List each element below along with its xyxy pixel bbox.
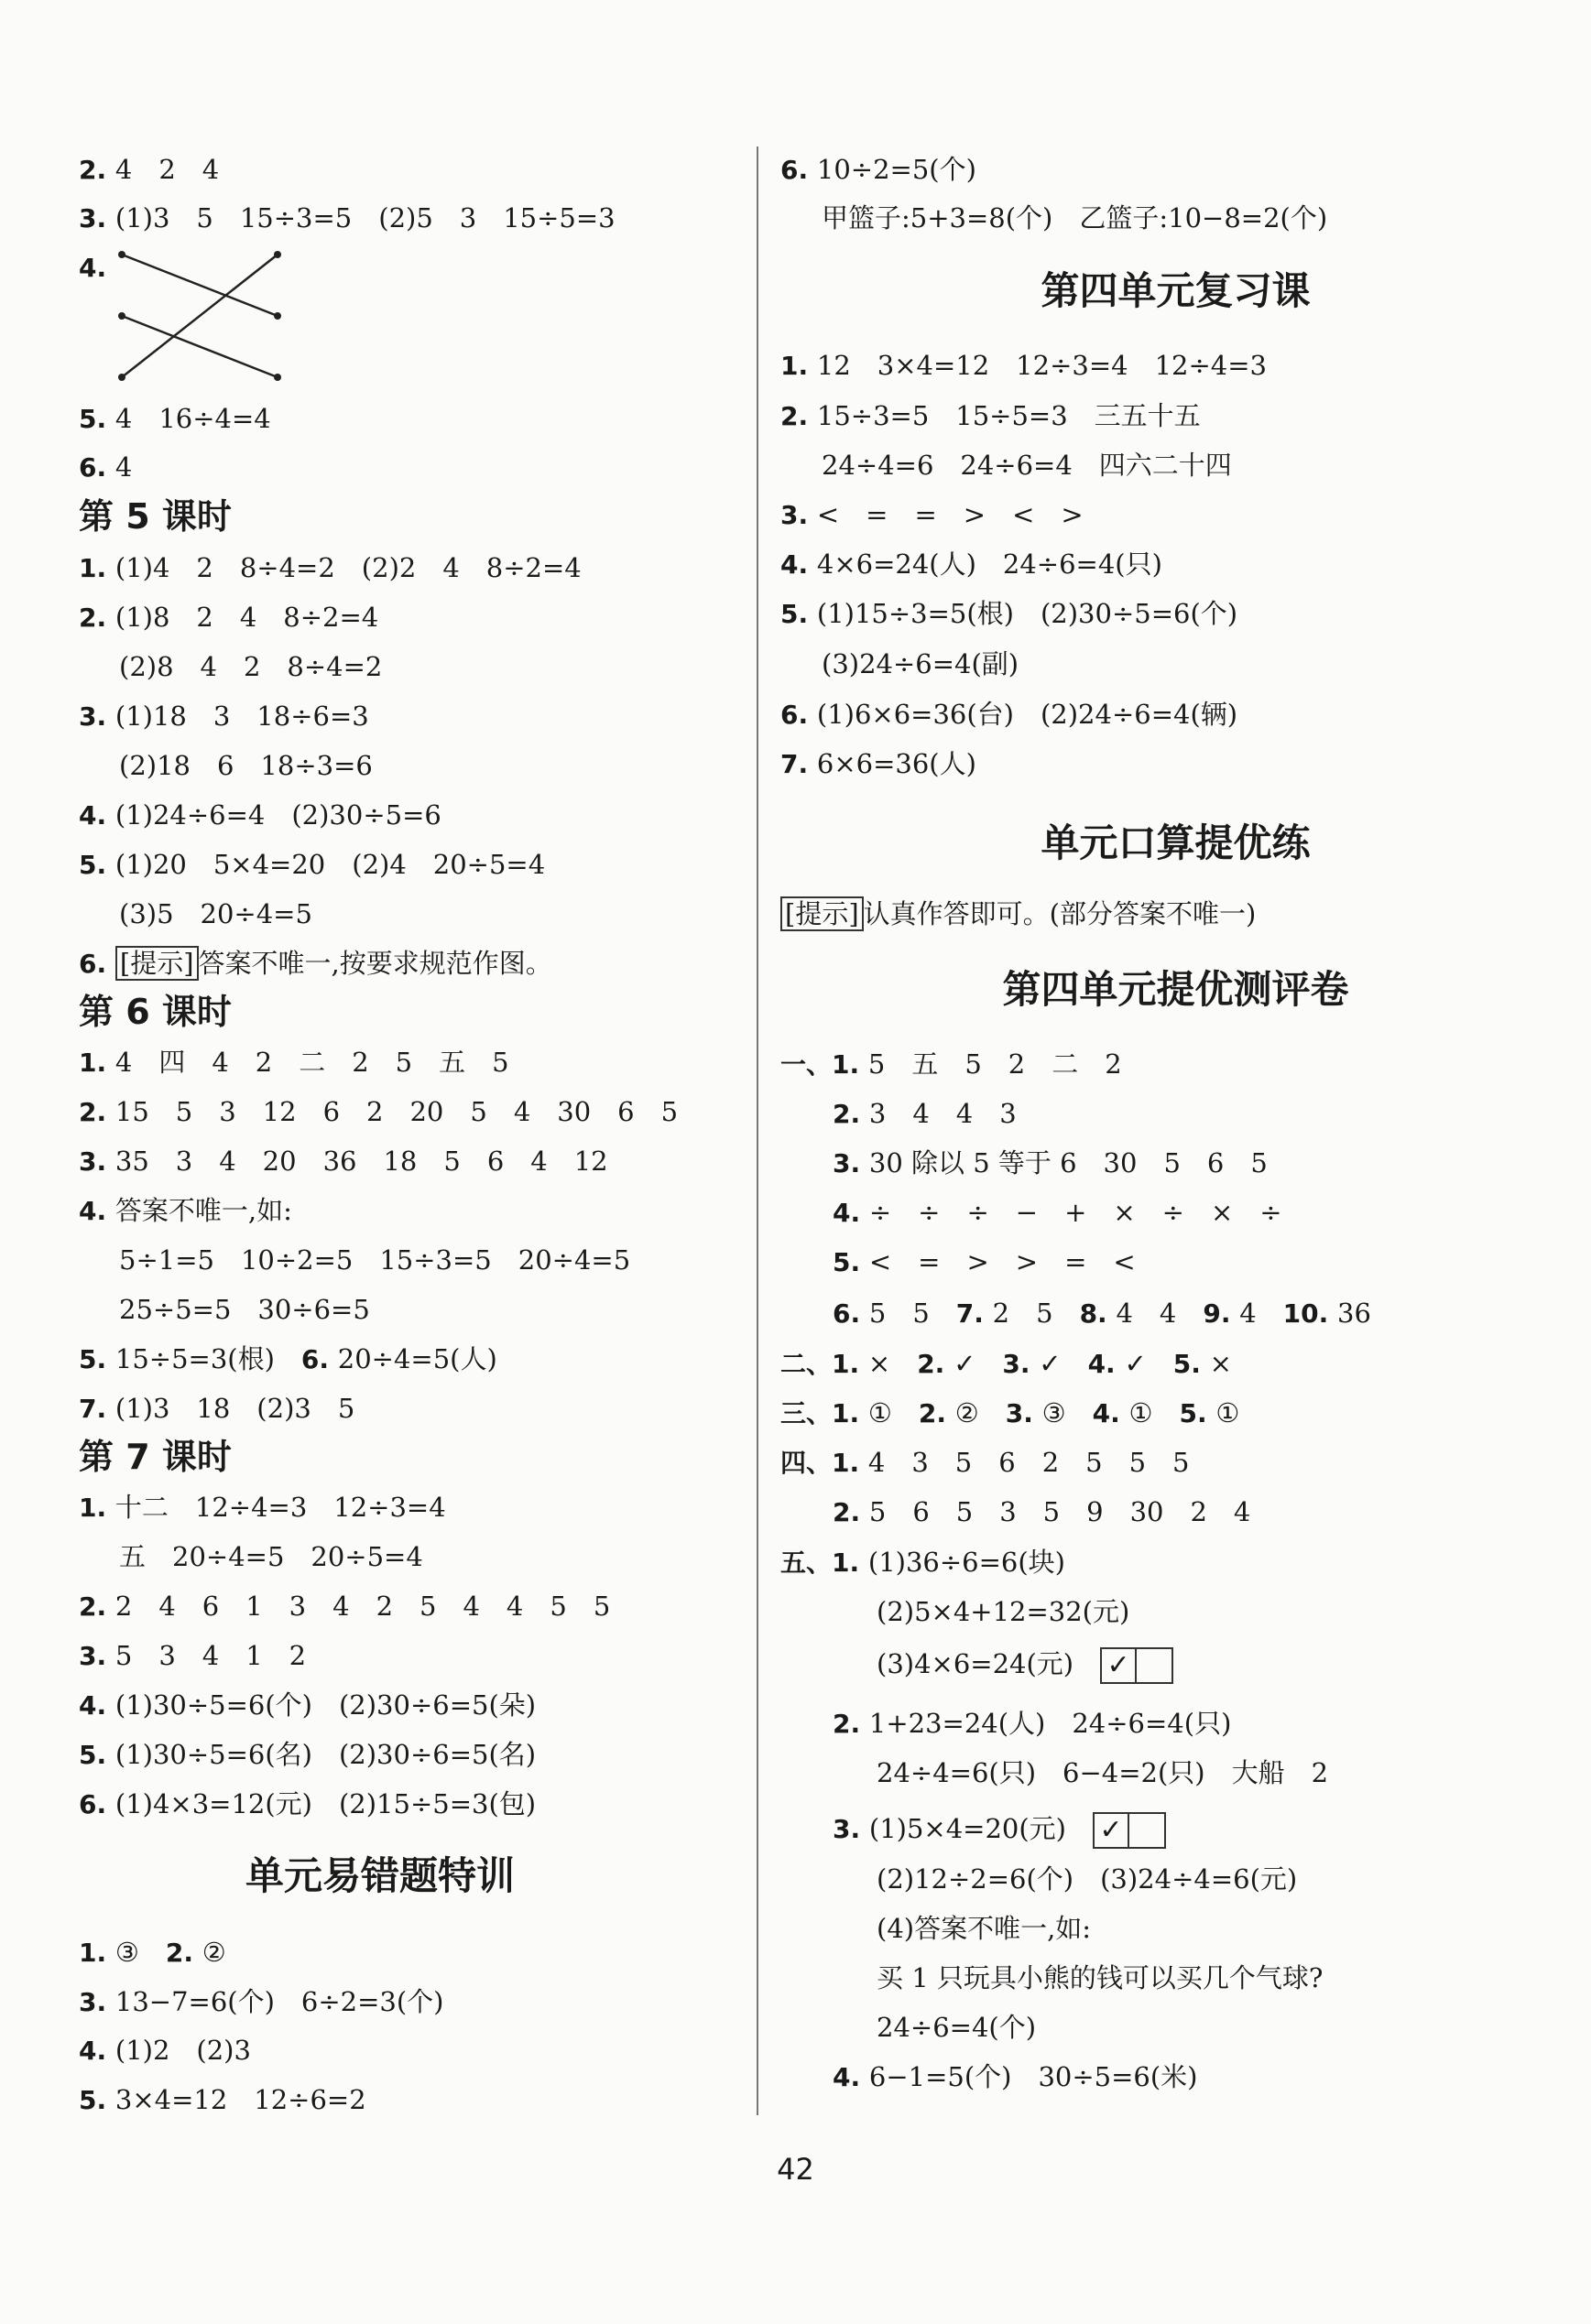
section-prefix: 二、 [780,1349,833,1379]
item-number: 3. [1002,1349,1040,1379]
answer-row [119,648,382,685]
answer-row [780,496,1084,534]
answer-row [780,347,1267,385]
answer-row [79,1489,446,1526]
item-number: 1. [832,1398,868,1428]
item-number: 3. [79,1987,115,2017]
item-number: 2. [917,1349,954,1379]
section-prefix: 五、 [780,1548,833,1578]
item-number: 6. [833,1298,869,1329]
item-number: 2. [780,401,817,431]
review-title: 第四单元复习课 [1041,268,1311,313]
answer-text: 4 [114,451,133,483]
answer-text: 35 3 4 20 36 18 5 6 4 12 [114,1146,608,1177]
check-box [1137,1647,1173,1684]
answer-text: (4)答案不唯一,如: [877,1913,1092,1944]
item-number: 4. [1092,1398,1129,1428]
answer-text: 5 5 [868,1298,956,1329]
answer-text: 答案不唯一,如: [114,1195,292,1226]
item-number: 7. [780,749,817,779]
answer-text: 24÷4=6(只) 6−4=2(只) 大船 2 [877,1757,1329,1788]
answer-text: (3)4×6=24(元) [877,1648,1074,1679]
item-number: 3. [79,701,115,732]
item-number: 5. [79,1740,115,1770]
answer-text: ① [867,1397,919,1428]
item-number: 5. [1179,1398,1216,1428]
item-number: 6. [79,1789,115,1819]
item-number: 7. [955,1298,993,1329]
item-number: 4. [833,1198,869,1228]
answer-text: 4×6=24(人) 24÷6=4(只) [816,548,1162,580]
item-number: 4. [833,2062,869,2092]
answer-row [822,447,1232,483]
answer-text: 5 6 5 3 5 9 30 2 4 [868,1496,1251,1527]
answer-text: × [1209,1348,1232,1379]
item-number: 1. [79,1938,115,1968]
answer-text: 5 3 4 1 2 [114,1640,307,1671]
answer-text: 6−1=5(个) 30÷5=6(米) [868,2061,1198,2092]
page-number: 42 [777,2152,814,2187]
item-number: 2. [165,1938,202,1968]
answer-row [833,1493,1250,1531]
answer-text: 4 3 5 6 2 5 5 5 [867,1447,1190,1478]
item-number: 4. [79,253,115,283]
answer-row [833,2058,1197,2096]
answer-row [780,1544,1065,1581]
item-number: 10. [1282,1298,1338,1329]
section-prefix: 四、 [780,1448,833,1478]
answer-row [79,1588,610,1625]
answer-row [119,1291,370,1328]
item-number: 2. [918,1398,955,1428]
answer-row [833,1295,1371,1332]
unit-error-title: 单元易错题特训 [245,1853,515,1898]
answer-row [119,1242,630,1278]
answer-row [780,1046,1122,1083]
answer-row [79,1192,292,1230]
item-number: 4. [79,2036,115,2066]
answer-row [79,2032,251,2069]
answer-text: (2)5×4+12=32(元) [877,1596,1130,1627]
item-number: 5. [79,404,115,434]
answer-text: × [867,1348,918,1379]
answer-text: 13−7=6(个) 6÷2=3(个) [114,1986,444,2017]
oral-title: 单元口算提优练 [1041,820,1311,865]
item-number: 1. [832,1548,868,1578]
answer-row [79,698,369,735]
item-number: 2. [79,1591,115,1622]
item-number: 6. [79,949,115,979]
item-number: 1. [832,1349,868,1379]
answer-text: (1)4×3=12(元) (2)15÷5=3(包) [114,1788,537,1819]
answer-text: (1)3 18 (2)3 5 [114,1393,355,1424]
answer-row [833,1145,1268,1182]
answer-text: 30 除以 5 等于 6 30 5 6 5 [868,1147,1268,1178]
answer-row [79,1143,608,1180]
answer-row [119,896,312,932]
answer-row [780,151,976,189]
answer-text: (2)12÷2=6(个) (3)24÷4=6(元) [877,1863,1298,1895]
answer-row [780,1395,1239,1432]
answer-text: 25÷5=5 30÷6=5 [119,1294,370,1325]
item-number: 6. [780,700,817,730]
answer-text: 20÷4=5(人) [337,1343,497,1374]
item-number: 4. [79,1690,115,1721]
answer-row [79,1044,509,1081]
answer-row [877,1754,1328,1791]
answer-row [79,400,271,438]
answer-text: 12 3×4=12 12÷3=4 12÷4=3 [816,350,1267,381]
answer-row [833,1243,1136,1281]
answer-text: 5 五 5 2 二 2 [867,1048,1122,1080]
answer-row [79,1687,536,1724]
answer-text: 15÷3=5 15÷5=3 三五十五 [816,400,1201,431]
item-number: 4. [79,800,115,831]
answer-text: 6×6=36(人) [816,748,976,779]
answer-text: 15÷5=3(根) [114,1343,301,1374]
section-prefix: 一、 [780,1049,833,1080]
answer-row [877,1593,1129,1630]
answer-text: 24÷4=6 24÷6=4 四六二十四 [822,450,1232,481]
item-number: 3. [79,1146,115,1177]
answer-text: 3×4=12 12÷6=2 [114,2084,366,2115]
answer-text: ✓ [954,1348,1003,1379]
item-number: 3. [79,1641,115,1671]
oral-hint-row: [提示] 认真作答即可。(部分答案不唯一) [780,896,1256,932]
section-prefix: 三、 [780,1398,833,1428]
item-number: 8. [1079,1298,1117,1329]
answer-row [79,945,552,983]
answer-text: (1)15÷3=5(根) (2)30÷5=6(个) [816,598,1238,629]
answer-row [833,1810,1166,1849]
item-number: 3. [79,203,115,233]
answer-row [833,1194,1282,1232]
item-number: 6. [300,1344,338,1374]
lesson-heading: 第 5 课时 [79,496,232,537]
item-number: 5. [79,850,115,880]
answer-row [79,1786,536,1823]
answer-text: ② [202,1937,226,1968]
answer-row [877,1960,1323,1996]
item-number: 7. [79,1394,115,1424]
answer-text: (1)30÷5=6(名) (2)30÷6=5(名) [114,1739,537,1770]
answer-text: 买 1 只玩具小熊的钱可以买几个气球? [877,1962,1324,1993]
item-number: 1. [79,1048,115,1078]
answer-text: < = = > < > [816,499,1084,530]
item-number: 1. [79,1493,115,1523]
answer-row [79,449,132,486]
answer-row [79,846,545,884]
answer-row [877,2009,1036,2046]
answer-text: 5÷1=5 10÷2=5 15÷3=5 20÷4=5 [119,1244,631,1276]
answer-text: 答案不唯一,按要求规范作图。 [198,948,552,979]
answer-text: 4 四 4 2 二 2 5 五 5 [114,1047,509,1078]
answer-row [780,546,1162,583]
answer-row [877,1861,1297,1897]
answer-text: (1)6×6=36(台) (2)24÷6=4(辆) [816,699,1238,730]
item-number: 6. [79,452,115,483]
answer-row [79,1637,306,1675]
item-number: 1. [832,1448,868,1478]
answer-text: 五 20÷4=5 20÷5=4 [119,1541,423,1572]
answer-row [79,151,219,189]
item-number: 2. [833,1099,869,1129]
item-number: 5. [833,1247,869,1277]
answer-text: 4 [1239,1298,1283,1329]
check-box: ✓ [1093,1812,1129,1849]
answer-row [780,696,1237,733]
answer-row [780,1345,1232,1383]
answer-text: 4 2 4 [114,154,220,185]
item-number: 1. [832,1049,868,1080]
item-number: 6. [780,155,817,185]
item-number: 5. [1172,1349,1210,1379]
answer-text: 十二 12÷4=3 12÷3=4 [114,1492,446,1523]
answer-text: (1)24÷6=4 (2)30÷5=6 [114,799,441,831]
answer-text: 3 4 4 3 [868,1098,1017,1129]
item-number: 5. [79,2085,115,2115]
item-number: 1. [79,553,115,583]
column-divider [757,147,758,2115]
answer-row [780,397,1201,435]
answer-text: ③ [1041,1397,1093,1428]
answer-text: 1+23=24(人) 24÷6=4(只) [868,1708,1232,1739]
item-number: 2. [833,1497,869,1527]
answer-row [79,549,582,587]
answer-text: 36 [1337,1298,1371,1329]
answer-text: (1)20 5×4=20 (2)4 20÷5=4 [114,849,546,880]
answer-text: ✓ [1039,1348,1088,1379]
answer-text: ÷ ÷ ÷ − + × ÷ × ÷ [868,1197,1282,1228]
answer-text: 10÷2=5(个) [816,154,976,185]
item-number: 1. [780,351,817,381]
answer-text: 4 16÷4=4 [114,403,271,434]
answer-text: (1)30÷5=6(个) (2)30÷6=5(朵) [114,1689,537,1721]
item-number: 3. [833,1814,869,1844]
item-number: 9. [1203,1298,1240,1329]
answer-text: (1)8 2 4 8÷2=4 [114,602,379,633]
answer-row [79,1736,536,1774]
answer-text: (3)24÷6=4(副) [822,648,1019,679]
answer-row [79,1093,678,1131]
item-number: 2. [833,1709,869,1739]
item-number: 3. [833,1148,869,1178]
answer-text: 甲篮子:5+3=8(个) 乙篮子:10−8=2(个) [822,202,1328,233]
answer-row [780,1444,1190,1482]
answer-row [79,2081,366,2119]
answer-row [877,1910,1091,1947]
hint-label: 提示 [130,948,184,979]
answer-text: ① [1128,1397,1180,1428]
answer-row [822,200,1327,236]
oral-hint-text: 认真作答即可。(部分答案不唯一) [863,898,1257,929]
answer-row [79,1934,226,1971]
answer-row [79,249,115,287]
item-number: 3. [1005,1398,1042,1428]
item-number: 5. [79,1344,115,1374]
answer-text: 15 5 3 12 6 2 20 5 4 30 6 5 [114,1096,679,1127]
item-number: 4. [780,549,817,580]
lesson-heading: 第 7 课时 [79,1437,232,1477]
answer-row [822,646,1019,682]
answer-text: (1)4 2 8÷4=2 (2)2 4 8÷2=4 [114,552,582,583]
lesson-heading: 第 6 课时 [79,992,232,1032]
answer-text: (2)18 6 18÷3=6 [119,750,373,781]
answer-text: ✓ [1124,1348,1173,1379]
answer-row [79,1983,443,2021]
answer-text: < = > > = < [868,1246,1136,1277]
answer-text: 2 4 6 1 3 4 2 5 4 4 5 5 [114,1591,611,1622]
answer-text: 2 5 [992,1298,1080,1329]
answer-row [780,595,1237,633]
oral-hint-label: 提示 [795,898,849,929]
answer-text: (3)5 20÷4=5 [119,898,312,929]
answer-text: ② [954,1397,1006,1428]
test-title: 第四单元提优测评卷 [1002,967,1349,1012]
matching-lines-figure [114,247,298,385]
check-box: ✓ [1100,1647,1137,1684]
answer-row [79,200,616,237]
answer-row [79,599,378,636]
answer-row [79,797,441,834]
answer-text: (2)8 4 2 8÷4=2 [119,651,383,682]
answer-row [79,1341,497,1378]
answer-text: (1)3 5 15÷3=5 (2)5 3 15÷5=3 [114,202,616,233]
item-number: 2. [79,603,115,633]
item-number: 3. [780,500,817,530]
answer-text: (1)36÷6=6(块) [867,1547,1065,1578]
item-number: 5. [780,599,817,629]
answer-row [79,1390,354,1428]
item-number: 2. [79,1097,115,1127]
answer-text: ① [1215,1397,1240,1428]
check-box [1129,1812,1166,1849]
answer-row [119,747,373,784]
answer-row [119,1538,423,1575]
answer-row [833,1705,1231,1743]
answer-text: (1)5×4=20(元) [868,1813,1066,1844]
answer-row [833,1095,1017,1133]
item-number: 4. [79,1196,115,1226]
answer-row [877,1645,1173,1684]
answer-text: ③ [114,1937,166,1968]
answer-text: 24÷6=4(个) [877,2012,1037,2043]
answer-text: 4 4 [1116,1298,1204,1329]
answer-row [780,745,976,783]
answer-text: (1)2 (2)3 [114,2035,251,2066]
answer-text: (1)18 3 18÷6=3 [114,700,369,732]
item-number: 2. [79,155,115,185]
item-number: 4. [1087,1349,1125,1379]
hint-box: [提示] [115,946,199,981]
